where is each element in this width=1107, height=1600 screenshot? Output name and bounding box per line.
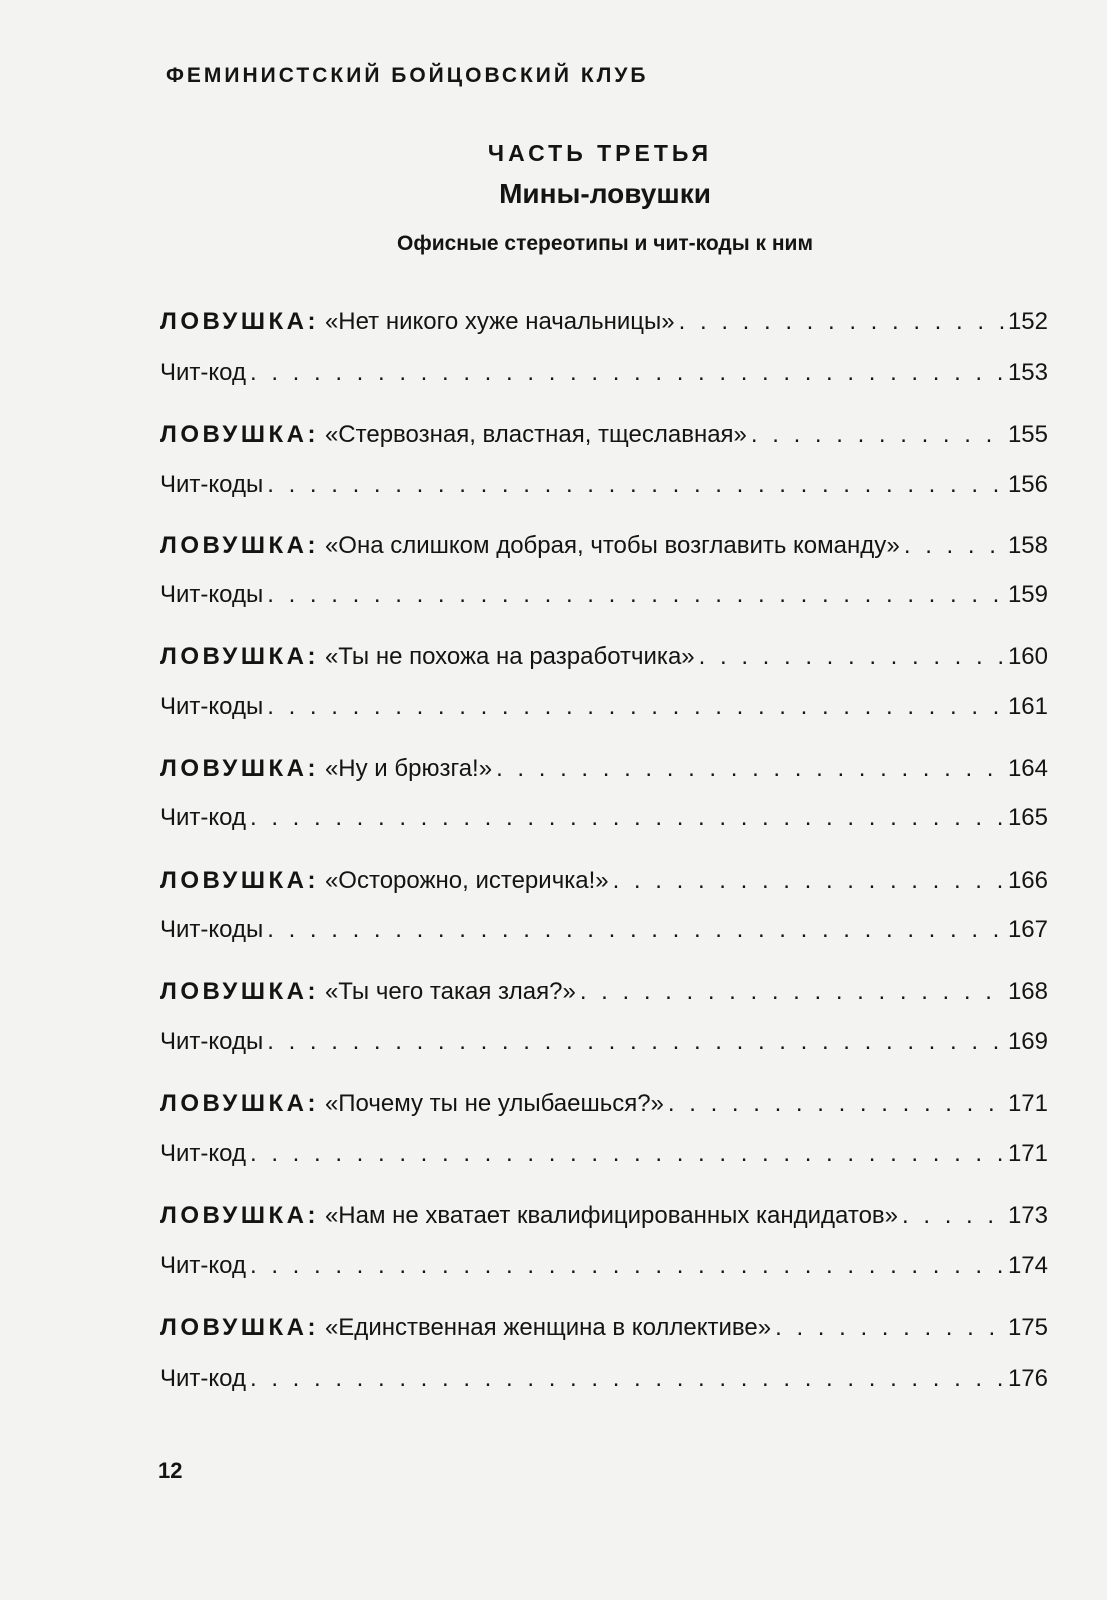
dot-leader [751, 418, 1004, 452]
toc-entry-cheat-code [160, 913, 1048, 947]
toc-entry-cheat-code [160, 468, 1048, 502]
dot-leader [580, 975, 1004, 1009]
page-number: 173 [1007, 1202, 1048, 1229]
entry-text: «Нет никого хуже начальницы» [324, 308, 675, 335]
entry-text: Чит-код [160, 359, 246, 386]
table-of-contents [160, 0, 1048, 1600]
trap-label: ЛОВУШКА: [160, 421, 319, 448]
toc-entry-trap [160, 640, 1048, 674]
toc-entry-trap [160, 975, 1048, 1009]
page-number: 161 [1007, 693, 1048, 720]
trap-label: ЛОВУШКА: [160, 867, 319, 894]
page-number: 152 [1007, 308, 1048, 335]
entry-text: Чит-коды [160, 693, 264, 720]
entry-text: Чит-коды [160, 916, 264, 943]
dot-leader [250, 801, 1004, 835]
toc-entry-cheat-code [160, 1025, 1048, 1059]
dot-leader [250, 1137, 1004, 1171]
entry-text: Чит-коды [160, 581, 264, 608]
dot-leader [668, 1087, 1004, 1121]
page-number: 175 [1007, 1314, 1048, 1341]
dot-leader [613, 864, 1004, 898]
entry-text: Чит-код [160, 804, 246, 831]
entry-text: «Ты чего такая злая?» [324, 978, 576, 1005]
toc-entry-cheat-code [160, 1249, 1048, 1283]
entry-text: «Ну и брюзга!» [324, 755, 493, 782]
page-number: 171 [1007, 1140, 1048, 1167]
toc-entry-trap [160, 864, 1048, 898]
dot-leader [496, 752, 1004, 786]
trap-label: ЛОВУШКА: [160, 643, 319, 670]
running-head: ФЕМИНИСТСКИЙ БОЙЦОВСКИЙ КЛУБ [166, 64, 649, 87]
toc-entry-cheat-code [160, 578, 1048, 612]
toc-entry-trap [160, 1311, 1048, 1345]
page-number: 155 [1007, 421, 1048, 448]
trap-label: ЛОВУШКА: [160, 532, 319, 559]
dot-leader [267, 690, 1004, 724]
entry-text: «Она слишком добрая, чтобы возглавить команду» [324, 532, 900, 559]
entry-text: Чит-код [160, 1252, 246, 1279]
trap-label: ЛОВУШКА: [160, 1314, 319, 1341]
trap-label: ЛОВУШКА: [160, 755, 319, 782]
folio-page-number: 12 [158, 1458, 183, 1483]
section-title: Офисные стереотипы и чит-коды к ним [396, 232, 813, 255]
page-number: 156 [1007, 471, 1048, 498]
entry-text: Чит-коды [160, 471, 264, 498]
entry-text: Чит-коды [160, 1028, 264, 1055]
dot-leader [250, 356, 1004, 390]
entry-text: «Осторожно, истеричка!» [324, 867, 609, 894]
dot-leader [267, 913, 1004, 947]
page-number: 165 [1007, 804, 1048, 831]
toc-entry-cheat-code [160, 690, 1048, 724]
toc-entry-cheat-code [160, 1137, 1048, 1171]
page-number: 153 [1007, 359, 1048, 386]
dot-leader [775, 1311, 1004, 1345]
entry-text: «Единственная женщина в коллективе» [324, 1314, 772, 1341]
part-title: Мины-ловушки [499, 178, 711, 209]
entry-text: Чит-код [160, 1365, 246, 1392]
dot-leader [267, 578, 1004, 612]
dot-leader [250, 1362, 1004, 1396]
trap-label: ЛОВУШКА: [160, 1090, 319, 1117]
toc-entry-cheat-code [160, 356, 1048, 390]
page-number: 167 [1007, 916, 1048, 943]
dot-leader [904, 529, 1004, 563]
page-number: 159 [1007, 581, 1048, 608]
trap-label: ЛОВУШКА: [160, 1202, 319, 1229]
page-number: 176 [1007, 1365, 1048, 1392]
toc-entry-trap [160, 529, 1048, 563]
entry-text: «Стервозная, властная, тщеславная» [324, 421, 747, 448]
toc-entry-trap [160, 1199, 1048, 1233]
dot-leader [267, 468, 1004, 502]
entry-text: «Почему ты не улыбаешься?» [324, 1090, 664, 1117]
toc-entry-trap [160, 418, 1048, 452]
entry-text: Чит-код [160, 1140, 246, 1167]
page-number: 168 [1007, 978, 1048, 1005]
page-number: 171 [1007, 1090, 1048, 1117]
page-number: 164 [1007, 755, 1048, 782]
toc-entry-cheat-code [160, 801, 1048, 835]
toc-entry-cheat-code [160, 1362, 1048, 1396]
trap-label: ЛОВУШКА: [160, 978, 319, 1005]
page-number: 160 [1007, 643, 1048, 670]
entry-text: «Нам не хватает квалифицированных кандидатов» [324, 1202, 899, 1229]
page-number: 166 [1007, 867, 1048, 894]
dot-leader [250, 1249, 1004, 1283]
toc-entry-trap [160, 1087, 1048, 1121]
page-number: 158 [1007, 532, 1048, 559]
entry-text: «Ты не похожа на разработчика» [324, 643, 695, 670]
page-number: 169 [1007, 1028, 1048, 1055]
dot-leader [699, 640, 1004, 674]
dot-leader [267, 1025, 1004, 1059]
page-number: 174 [1007, 1252, 1048, 1279]
part-heading: ЧАСТЬ ТРЕТЬЯ [487, 140, 713, 166]
trap-label: ЛОВУШКА: [160, 308, 319, 335]
toc-entry-trap [160, 305, 1048, 339]
dot-leader [902, 1199, 1004, 1233]
toc-entry-trap [160, 752, 1048, 786]
dot-leader [679, 305, 1004, 339]
